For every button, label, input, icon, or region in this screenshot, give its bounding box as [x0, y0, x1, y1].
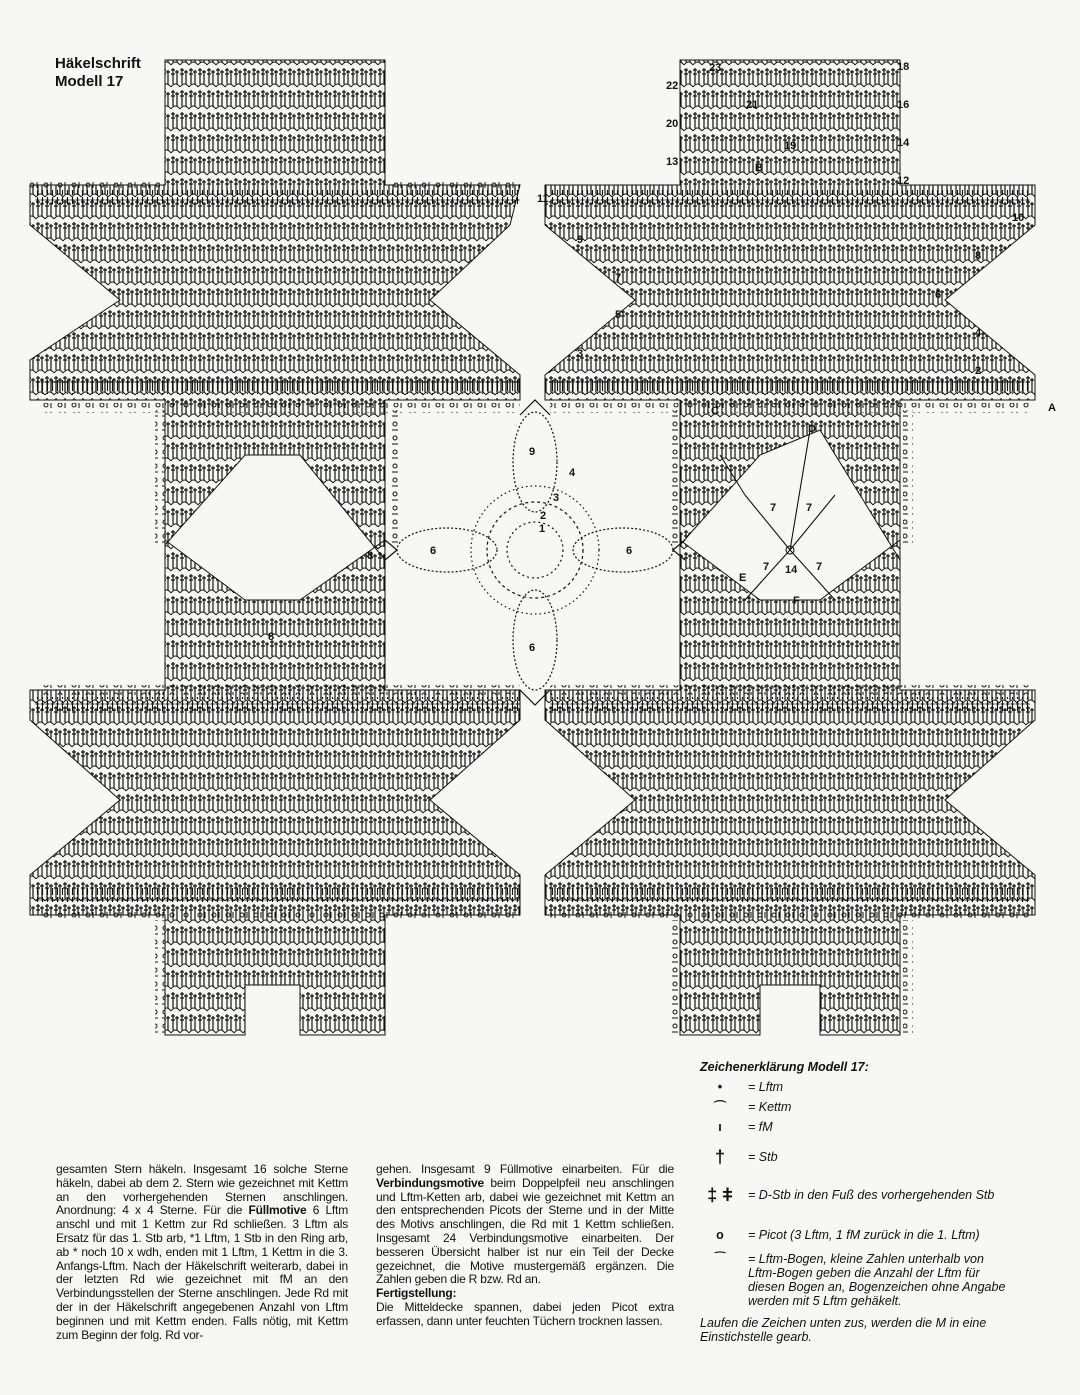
slip-stitch-icon: ⌒: [713, 1100, 727, 1114]
col1-rest: 6 Lftm anschl und mit 1 Kettm zur Rd schließen. 3 Lftm als Ersatz für das 1. Stb arb, *1 Lftm, 1 Stb in den Ring arb, ab * noch 10 x wdh, enden mit 1 Lftm, 1 Kettm in die 3. Anfangs-Lftm. Nach der Häkelschrift weiterarb, dabei in der letzten Rd wie gezeichnet mit fM an den Verbindungsstellen der Sterne anschlingen. Jede Rd mit der in der Häkelschrift angegebenen Anzahl von Lftm beginnen und mit Kettm enden. Falls nötig, mit Kettm zum Beginn der folg. Rd vor-: [56, 1203, 348, 1342]
label-f: F: [793, 595, 800, 607]
row-22: 22: [666, 80, 679, 92]
row-18: 18: [897, 61, 910, 73]
picot-icon: o: [716, 1228, 724, 1242]
row-14: 14: [897, 137, 910, 149]
row-7: 7: [615, 272, 622, 284]
motif-round-6a: 6: [430, 545, 437, 557]
col1-intro: gesamten Stern häkeln. Insgesamt 16 solche Sterne häkeln, dabei ab dem 2. Stern wie gezeichnet mit Kettm an den vorhergehenden Sternen anschlingen. Anordnung: 4 x 4 Sterne. Für die: [56, 1162, 348, 1218]
label-e: E: [739, 572, 747, 584]
label-c: C: [711, 405, 719, 417]
star-bottom-left: [30, 540, 520, 1035]
single-crochet-icon: ı: [718, 1120, 722, 1134]
legend-item: [700, 1228, 1060, 1252]
legend-text: = Lftm: [748, 1080, 784, 1094]
legend-text: = Lftm-Bogen, kleine Zahlen unterhalb von Lftm-Bogen geben die Anzahl der Lftm für diesen Bogen an, Bogenzeichen ohne Angabe werden mit 5 Lftm gehäkelt.: [748, 1252, 1006, 1308]
star-top-left: [30, 60, 520, 560]
connector-chain-14: 14: [785, 564, 798, 576]
row-9: 9: [577, 234, 584, 246]
legend-item: [700, 1147, 1060, 1188]
motif-round-8a: 8: [367, 550, 374, 562]
col2-intro: gehen. Insgesamt 9 Füllmotive einarbeiten. Für die: [376, 1162, 674, 1176]
motif-round-1: 1: [539, 523, 546, 535]
connector-chain-7d: 7: [816, 561, 823, 573]
row-21: 21: [746, 99, 759, 111]
connector-chain-7b: 7: [806, 502, 813, 514]
row-20: 20: [666, 118, 679, 130]
legend-text: = Picot (3 Lftm, 1 fM zurück in die 1. Lftm): [748, 1228, 980, 1242]
double-crochet-icon: †: [714, 1147, 725, 1167]
motif-round-4: 4: [569, 467, 576, 479]
row-6: 6: [935, 289, 942, 301]
motif-round-3: 3: [553, 492, 560, 504]
chart-title-line1: Häkelschrift: [55, 55, 141, 72]
motif-round-6b: 6: [626, 545, 633, 557]
connector-chain-7a: 7: [770, 502, 777, 514]
finishing-text: Die Mitteldecke spannen, dabei jeden Picot extra erfassen, dann unter feuchten Tüchern trocknen lassen.: [376, 1299, 674, 1328]
motif-round-6c: 6: [529, 642, 536, 654]
finishing-heading: Fertigstellung:: [376, 1286, 457, 1301]
connector-chain-7c: 7: [763, 561, 770, 573]
row-4: 4: [975, 327, 982, 339]
row-10: 10: [1012, 212, 1025, 224]
front-post-dc-icon: ‡ ǂ: [707, 1185, 733, 1205]
instructions-column-2: [376, 1163, 674, 1329]
legend-item: [700, 1080, 1060, 1100]
motif-round-8b: 8: [268, 631, 275, 643]
legend-text: = Stb: [748, 1150, 778, 1164]
label-a: A: [1048, 402, 1056, 414]
row-11: 11: [537, 193, 549, 205]
star-bottom-right: [545, 540, 1035, 1035]
row-3: 3: [577, 348, 584, 360]
label-b: B: [755, 162, 763, 174]
legend-item: [700, 1120, 1060, 1150]
legend-item: [700, 1185, 1060, 1228]
col1-bold: Füllmotive: [248, 1203, 307, 1218]
legend-heading: Zeichenerklärung Modell 17:: [700, 1060, 869, 1074]
label-d: D: [808, 423, 816, 435]
legend: [700, 1060, 1060, 1344]
row-2: 2: [975, 365, 982, 377]
legend-text: = D-Stb in den Fuß des vorhergehenden Stb: [748, 1188, 995, 1202]
row-13: 13: [666, 156, 679, 168]
chart-title-line2: Modell 17: [55, 73, 124, 90]
col2-body: beim Doppelpfeil neu anschlingen und Lftm-Ketten arb, dabei wie gezeichnet mit Kettm an den entsprechenden Picots der Sterne und in der Mitte des Motivs anschlingen, die Rd mit 1 Kettm schließen. Insgesamt 24 Verbindungsmotive einarbeiten. Der besseren Übersicht halber ist nur ein Teil der Decke gezeichnet, die Motive mustergemäß ergänzen. Die Zahlen geben die R bzw. Rd an.: [376, 1175, 674, 1287]
legend-footnote: Laufen die Zeichen unten zus, werden die M in eine Einstichstelle gearb.: [700, 1316, 987, 1344]
legend-item: [700, 1252, 1060, 1310]
chain-arc-icon: ⁀: [714, 1252, 726, 1266]
chain-dot-icon: •: [717, 1080, 723, 1094]
legend-text: = fM: [748, 1120, 773, 1134]
motif-round-9: 9: [529, 446, 536, 458]
row-23: 23: [709, 62, 722, 74]
row-16: 16: [897, 99, 910, 111]
row-19: 19: [784, 140, 797, 152]
legend-item: [700, 1100, 1060, 1120]
row-8: 8: [975, 250, 982, 262]
col2-bold: Verbindungsmotive: [376, 1175, 484, 1190]
legend-text: = Kettm: [748, 1100, 792, 1114]
instructions-column-1: [56, 1163, 348, 1342]
row-5: 5: [615, 309, 622, 321]
motif-round-2: 2: [540, 510, 547, 522]
row-12: 12: [897, 175, 910, 187]
